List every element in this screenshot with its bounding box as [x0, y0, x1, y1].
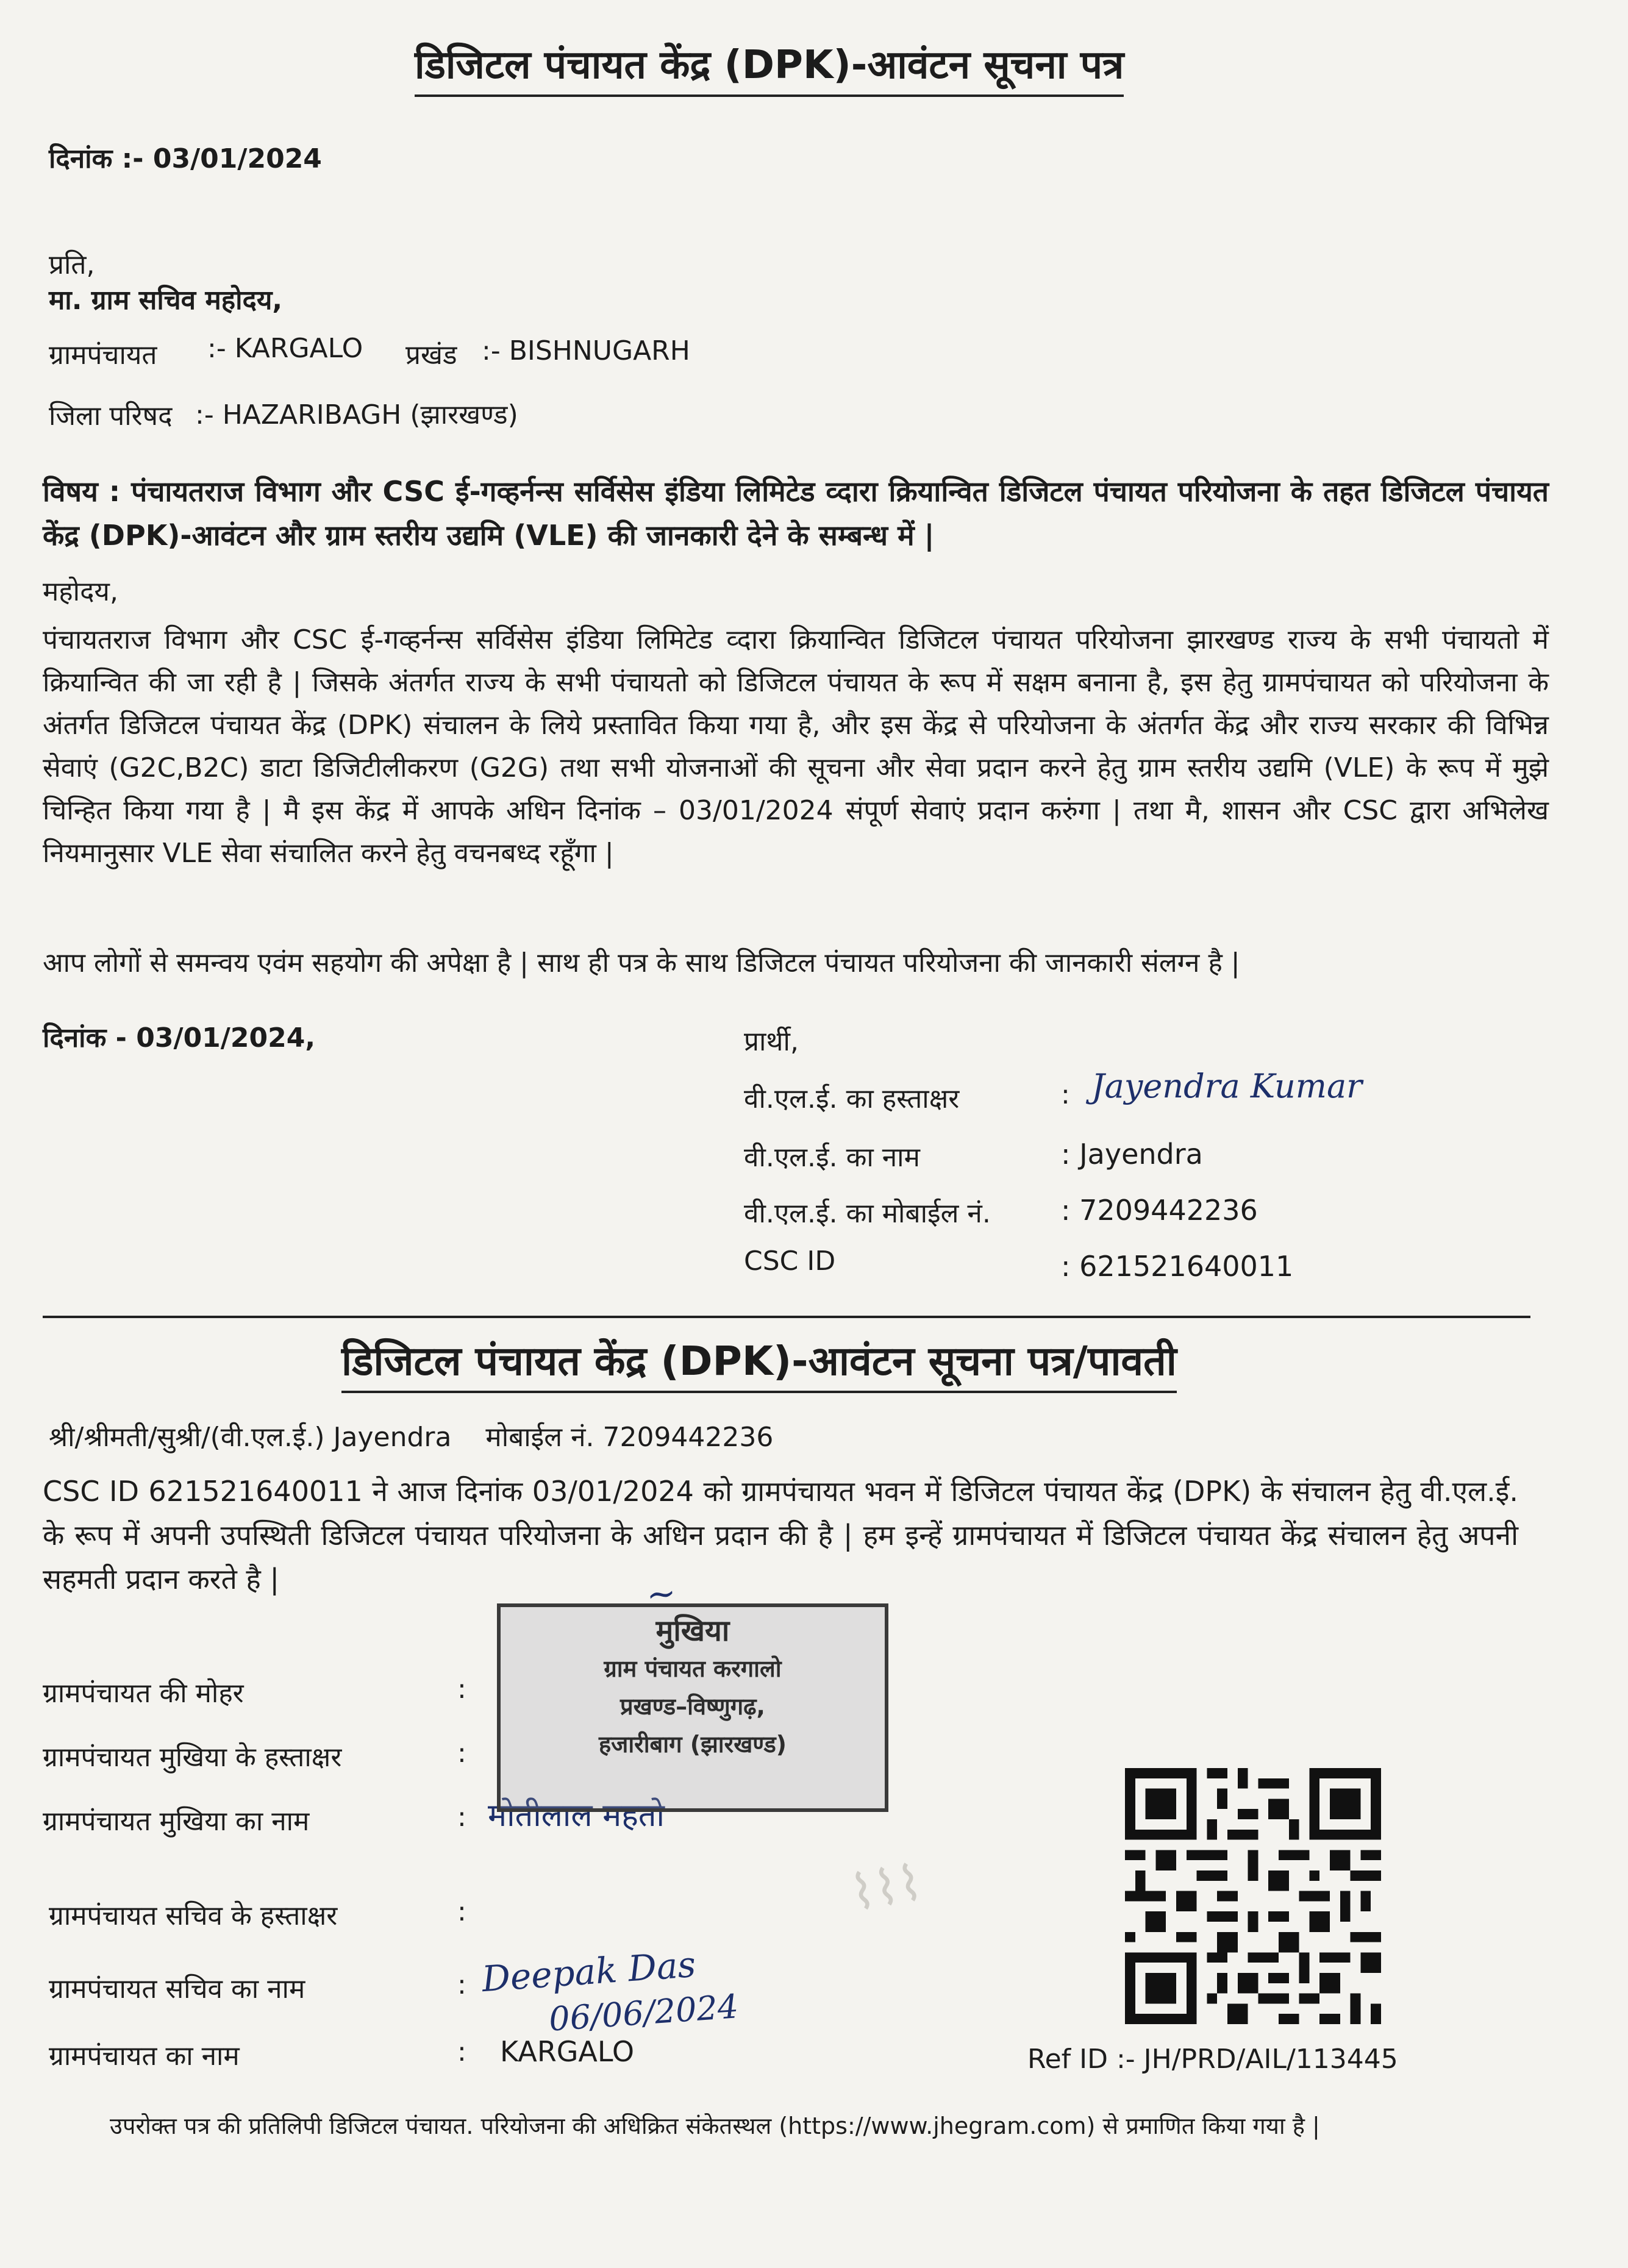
colon-sachiv-name: : — [457, 1969, 466, 2000]
csc-id-label: CSC ID — [744, 1246, 836, 1277]
label-mukhiya-name: ग्रामपंचायत मुखिया का नाम — [43, 1806, 310, 1837]
zila-value: :- HAZARIBAGH (झारखण्ड) — [195, 399, 518, 430]
gram-panchayat-label: ग्रामपंचायत — [49, 340, 157, 371]
label-sachiv-sign: ग्रामपंचायत सचिव के हस्ताक्षर — [49, 1900, 338, 1931]
embossed-mark: ⌇⌇⌇ — [846, 1853, 927, 1922]
vle-signature-colon: : — [1061, 1079, 1070, 1110]
letter-title: डिजिटल पंचायत केंद्र (DPK)-आवंटन सूचना पत्र — [415, 37, 1124, 97]
zila-label: जिला परिषद — [49, 401, 173, 432]
salutation: महोदय, — [43, 576, 118, 607]
letter-date: दिनांक :- 03/01/2024 — [49, 143, 322, 174]
cooperation-paragraph: आप लोगों से समन्वय एवंम सहयोग की अपेक्षा है | साथ ही पत्र के साथ डिजिटल पंचायत परियोजना की जानकारी संलग्न है | — [43, 947, 1240, 979]
csc-id-value: : 621521640011 — [1061, 1250, 1294, 1283]
mukhiya-name-handwritten: मोतीलाल महतो — [488, 1797, 665, 1834]
stamp-line3: हजारीबाग (झारखण्ड) — [598, 1731, 787, 1758]
qr-code — [1125, 1768, 1381, 2024]
gram-panchayat-value: :- KARGALO — [207, 333, 363, 364]
stamp-line1: ग्राम पंचायत करगालो — [604, 1655, 782, 1682]
mukhiya-initial-scribble: ~ — [644, 1571, 679, 1616]
prakhand-value: :- BISHNUGARH — [482, 335, 690, 366]
body-paragraph: पंचायतराज विभाग और CSC ई-गव्हर्नन्स सर्विसेस इंडिया लिमिटेड व्दारा क्रियान्वित डिजिटल पंचायत परियोजना झारखण्ड राज्य के सभी पंचायतो में क्रियान्वित की जा रही है | जिसके अंतर्गत राज्य के सभी पंचायतो को डिजिटल पंचायत के रूप में सक्षम बनाना है, इस हेतु ग्रामपंचायत को परियोजना के अंतर्गत डिजिटल पंचायत केंद्र (DPK) संचालन के लिये प्रस्तावित किया गया है, और इस केंद्र से परियोजना के अंतर्गत केंद्र और राज्य सरकार की विभिन्न सेवाएं (G2C,B2C) डाटा डिजिटीलीकरण (G2G) तथा सभी योजनाओं की सूचना और सेवा प्रदान करने हेतु ग्राम स्तरीय उद्यमि (VLE) के रूप में मुझे चिन्हित किया गया है | मै इस केंद्र में आपके अधिन दिनांक – 03/01/2024 संपूर्ण सेवाएं प्रदान करुंगा | तथा मै, शासन और CSC द्वारा अभिलेख नियमानुसार VLE सेवा संचालित करने हेतु वचनबध्द रहूँगा | — [43, 624, 1549, 869]
colon-panchayat-name: : — [457, 2036, 466, 2067]
vle-signature-label: वी.एल.ई. का हस्ताक्षर — [744, 1083, 960, 1114]
receipt-vle-line: श्री/श्रीमती/सुश्री/(वी.एल.ई.) Jayendra मोबाईल नं. 7209442236 — [49, 1422, 774, 1453]
sachiv-sign-date: 06/06/2024 — [548, 1987, 740, 2039]
label-mohar: ग्रामपंचायत की मोहर — [43, 1678, 244, 1709]
section-divider — [43, 1316, 1530, 1318]
prati-text: प्रति, — [49, 249, 95, 280]
panchayat-seal-stamp — [497, 1603, 888, 1812]
colon-mohar: : — [457, 1674, 466, 1705]
colon-mukhiya-name: : — [457, 1802, 466, 1833]
applicant-date: दिनांक - 03/01/2024, — [43, 1022, 316, 1054]
ref-id: Ref ID :- JH/PRD/AIL/113445 — [1027, 2044, 1398, 2075]
vle-mobile-value: : 7209442236 — [1061, 1194, 1258, 1227]
panchayat-name-value: KARGALO — [500, 2035, 635, 2068]
stamp-title: मुखिया — [655, 1614, 730, 1648]
receipt-body: CSC ID 621521640011 ने आज दिनांक 03/01/2024 को ग्रामपंचायत भवन में डिजिटल पंचायत केंद्र (DPK) के संचालन हेतु वी.एल.ई. के रूप में अपनी उपस्थिती डिजिटल पंचायत परियोजना के अधिन प्रदान की है | हम इन्हें ग्रामपंचायत में डिजिटल पंचायत केंद्र संचालन हेतु अपनी सहमती प्रदान करते है | — [43, 1475, 1518, 1596]
sachiv-signature: Deepak Das — [480, 1943, 698, 2000]
prarthi-text: प्रार्थी, — [744, 1026, 799, 1057]
stamp-line2: प्रखण्ड–विष्णुगढ़, — [620, 1693, 765, 1720]
subject-paragraph: विषय : पंचायतराज विभाग और CSC ई-गव्हर्नन्स सर्विसेस इंडिया लिमिटेड व्दारा क्रियान्वित डिजिटल पंचायत परियोजना के तहत डिजिटल पंचायत केंद्र (DPK)-आवंटन और ग्राम स्तरीय उद्यमि (VLE) की जानकारी देने के सम्बन्ध में | — [43, 475, 1549, 552]
vle-name-value: : Jayendra — [1061, 1138, 1203, 1171]
vle-name-label: वी.एल.ई. का नाम — [744, 1142, 920, 1173]
vle-signature: Jayendra Kumar — [1091, 1067, 1362, 1105]
footer-note: उपरोक्त पत्र की प्रतिलिपी डिजिटल पंचायत. परियोजना की अधिक्रित संकेतस्थल (https://www.jhegram.com) से प्रमाणित किया गया है | — [110, 2113, 1320, 2139]
label-sachiv-name: ग्रामपंचायत सचिव का नाम — [49, 1974, 305, 2005]
colon-mukhiya-sign: : — [457, 1738, 466, 1769]
label-mukhiya-sign: ग्रामपंचायत मुखिया के हस्ताक्षर — [43, 1742, 342, 1773]
label-panchayat-name: ग्रामपंचायत का नाम — [49, 2041, 240, 2072]
vle-mobile-label: वी.एल.ई. का मोबाईल नं. — [744, 1198, 991, 1229]
addressee: मा. ग्राम सचिव महोदय, — [49, 285, 283, 316]
receipt-title: डिजिटल पंचायत केंद्र (DPK)-आवंटन सूचना पत्र/पावती — [341, 1332, 1177, 1393]
colon-sachiv-sign: : — [457, 1896, 466, 1927]
prakhand-label: प्रखंड — [405, 340, 457, 371]
